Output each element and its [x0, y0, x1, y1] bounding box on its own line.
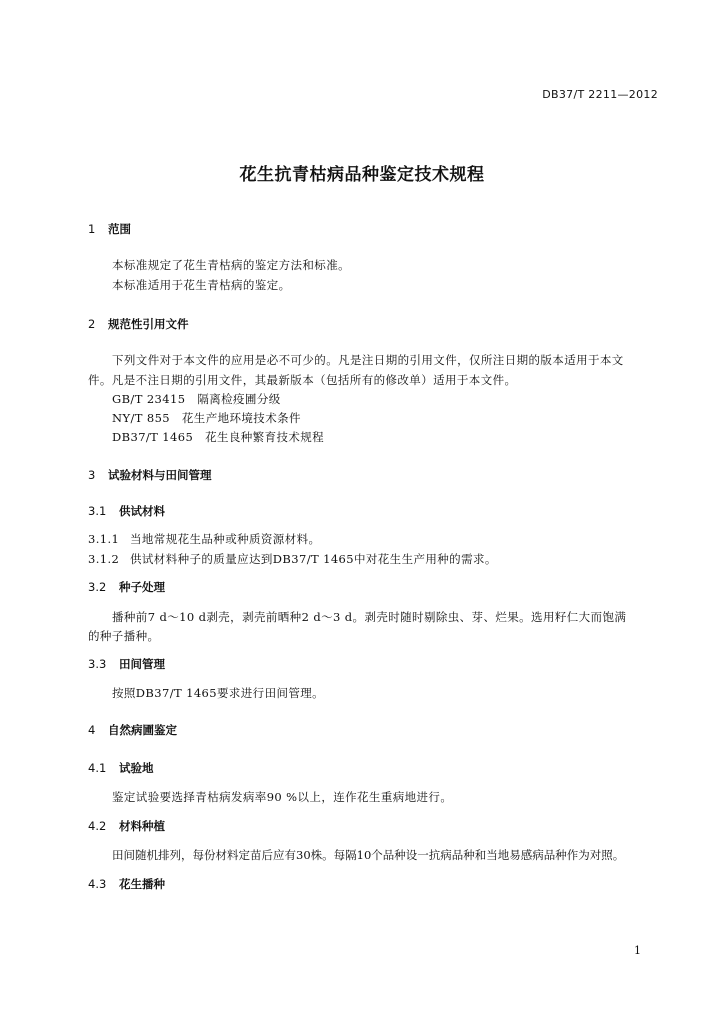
clause-number: 3.1.1 [88, 532, 120, 546]
subsection-4-1-heading [88, 760, 154, 776]
section-2-heading [88, 316, 189, 332]
section-title: 材料种植 [119, 819, 165, 833]
clause-text: 供试材料种子的质量应达到DB37/T 1465中对花生生产用种的需求。 [130, 552, 497, 566]
section-number: 4.2 [88, 819, 107, 833]
paragraph-line: 下列文件对于本文件的应用是必不可少的。凡是注日期的引用文件，仅所注日期的版本适用于本文 [112, 353, 624, 367]
section-title: 范围 [108, 222, 131, 236]
paragraph-line: 播种前7 d～10 d剥壳，剥壳前晒种2 d～3 d。剥壳时随时剔除虫、芽、烂果。选用籽仁大而饱满 [112, 610, 627, 624]
section-number: 4.3 [88, 877, 107, 891]
section-title: 供试材料 [119, 504, 165, 518]
section-title: 种子处理 [119, 580, 165, 594]
section-number: 3 [88, 468, 96, 482]
section-title: 自然病圃鉴定 [108, 723, 177, 737]
reference-item: DB37/T 1465 花生良种繁育技术规程 [112, 430, 325, 444]
subsection-3-2-heading [88, 579, 165, 595]
section-title: 规范性引用文件 [108, 317, 189, 331]
reference-item: NY/T 855 花生产地环境技术条件 [112, 411, 301, 425]
subsection-4-2-heading [88, 818, 165, 834]
paragraph: 本标准适用于花生青枯病的鉴定。 [112, 278, 291, 292]
section-number: 3.2 [88, 580, 107, 594]
clause-number: 3.1.2 [88, 552, 120, 566]
section-number: 4.1 [88, 761, 107, 775]
clause-3-1-2 [88, 551, 497, 567]
section-number: 1 [88, 222, 96, 236]
paragraph: 本标准规定了花生青枯病的鉴定方法和标准。 [112, 258, 350, 272]
subsection-3-3-heading [88, 656, 165, 672]
section-title: 试验材料与田间管理 [108, 468, 212, 482]
section-title: 田间管理 [119, 657, 165, 671]
section-title: 花生播种 [119, 877, 165, 891]
section-number: 4 [88, 723, 96, 737]
clause-3-1-1 [88, 531, 320, 547]
paragraph-line: 件。凡是不注日期的引用文件，其最新版本（包括所有的修改单）适用于本文件。 [88, 373, 517, 387]
document-title: 花生抗青枯病品种鉴定技术规程 [239, 165, 485, 185]
subsection-3-1-heading [88, 503, 165, 519]
paragraph: 按照DB37/T 1465要求进行田间管理。 [112, 686, 325, 700]
paragraph-line: 的种子播种。 [88, 629, 160, 643]
section-3-heading [88, 467, 212, 483]
section-4-heading [88, 722, 177, 738]
section-number: 3.3 [88, 657, 107, 671]
subsection-4-3-heading [88, 876, 165, 892]
section-number: 2 [88, 317, 96, 331]
page-number: 1 [634, 944, 641, 957]
paragraph: 鉴定试验要选择青枯病发病率90 %以上，连作花生重病地进行。 [112, 790, 453, 804]
paragraph: 田间随机排列，每份材料定苗后应有30株。每隔10个品种设一抗病品种和当地易感病品种作为对照。 [112, 848, 625, 862]
clause-text: 当地常规花生品种或种质资源材料。 [130, 532, 321, 546]
section-1-heading [88, 221, 131, 237]
section-title: 试验地 [119, 761, 154, 775]
section-number: 3.1 [88, 504, 107, 518]
reference-item: GB/T 23415 隔离检疫圃分级 [112, 392, 281, 406]
document-code: DB37/T 2211—2012 [542, 88, 658, 101]
